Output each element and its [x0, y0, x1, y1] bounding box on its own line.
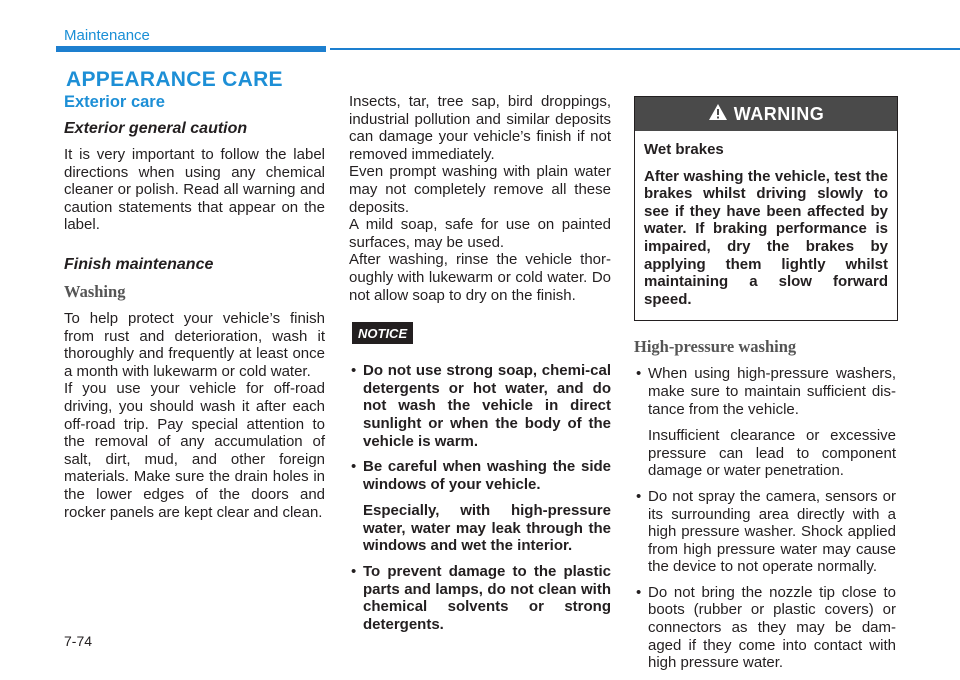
- list-item: • Be careful when washing the side windows of your vehicle. Especially, with high-pressure water, water may leak through the windows and wet the interior.: [349, 458, 611, 555]
- plain-water-text: Even prompt washing with plain water may not completely remove all these deposits.: [349, 163, 611, 216]
- exterior-care-heading: Exterior care: [64, 93, 165, 111]
- column-left: [64, 93, 325, 521]
- notice-badge: NOTICE: [352, 322, 413, 344]
- warning-box: [634, 96, 898, 321]
- column-middle: [349, 93, 611, 641]
- list-item: • Do not use strong soap, chemi-cal detergents or hot water, and do not wash the vehicle in direct sunlight or when the body of the vehicle is warm.: [349, 362, 611, 450]
- warning-header: [635, 97, 897, 131]
- column-right: [634, 96, 896, 680]
- warning-text: After washing the vehicle, test the brakes whilst driving slowly to see if they have been affected by water. If braking performance is impaired, dry the brakes by applying them lightly whilst maintaining a slow forward speed.: [644, 167, 888, 308]
- page-number: 7-74: [64, 633, 93, 649]
- warning-label: WARNING: [733, 103, 825, 124]
- notice-list: [349, 362, 611, 633]
- finish-maintenance-heading: Finish maintenance: [64, 255, 214, 273]
- header-rule-thin: [330, 48, 960, 50]
- offroad-text: If you use your vehicle for off-road driving, you should wash it after each off-road trip. Pay special attention to the removal of any accumulation of salt, dirt, mud, and other foreign materials. Make sure the drain holes in the lower edges of the doors and rocker panels are kept clear and clean.: [64, 380, 325, 521]
- mild-soap-text: A mild soap, safe for use on painted surfaces, may be used.: [349, 216, 611, 251]
- header-rule-thick: [56, 46, 326, 52]
- washing-text: To help protect your vehicle’s finish from rust and deterioration, wash it thoroughly and frequently at least once a month with lukewarm or cold water.: [64, 309, 325, 380]
- warning-body: [635, 131, 897, 320]
- rinse-text: After washing, rinse the vehicle thor-oughly with lukewarm or cold water. Do not allow soap to dry on the finish.: [349, 251, 611, 304]
- section-label: Maintenance: [64, 27, 150, 44]
- general-caution-text: It is very important to follow the label directions when using any chemical cleaner or polish. Read all warning and caution statements that appear on the label.: [64, 146, 325, 234]
- list-item: • When using high-pressure washers, make sure to maintain sufficient dis-tance from the vehicle. Insufficient clearance or excessive pressure can lead to component damage or water penetration.: [634, 365, 896, 480]
- high-pressure-list: [634, 365, 896, 672]
- page-title: APPEARANCE CARE: [66, 68, 283, 91]
- list-item: • Do not spray the camera, sensors or its surrounding area directly with a high pressure washer. Shock applied from high pressure water may cause the device to not operate normally.: [634, 488, 896, 576]
- general-caution-heading: Exterior general caution: [64, 120, 248, 137]
- washing-heading: Washing: [64, 281, 126, 301]
- high-pressure-heading: High-pressure washing: [634, 337, 797, 357]
- warning-triangle-icon: [708, 103, 734, 126]
- warning-title: Wet brakes: [644, 141, 724, 158]
- deposits-text: Insects, tar, tree sap, bird droppings, industrial pollution and similar deposits can damage your vehicle’s finish if not removed immediately.: [349, 93, 611, 163]
- list-item: • To prevent damage to the plastic parts and lamps, do not clean with chemical solvents or strong detergents.: [349, 563, 611, 633]
- list-item: • Do not bring the nozzle tip close to boots (rubber or plastic covers) or connectors as they may be dam-aged if they come into contact with high pressure water.: [634, 584, 896, 672]
